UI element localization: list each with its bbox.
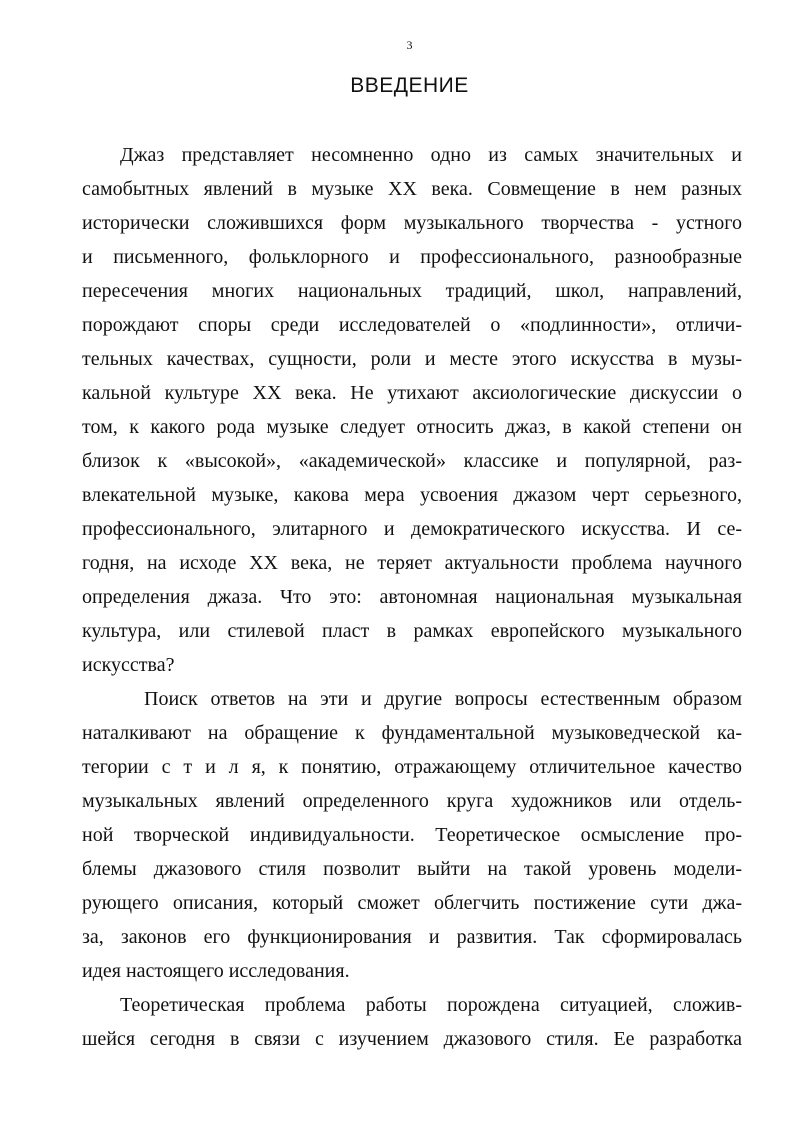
text-line: тегории с т и л я, к понятию, отражающему отличительное качество — [82, 756, 742, 778]
page-number: 3 — [406, 38, 413, 52]
text-line: музыкальных явлений определенного круга художников или отдель- — [82, 790, 742, 812]
text-line: самобытных явлений в музыке XX века. Совмещение в нем разных — [82, 178, 742, 200]
text-line: искусства? — [82, 654, 175, 676]
text-line: рующего описания, который сможет облегчить постижение сути джа- — [82, 892, 742, 914]
body-text — [82, 138, 742, 1056]
text-line: годня, на исходе XX века, не теряет актуальности проблема научного — [82, 552, 742, 574]
page-title: ВВЕДЕНИЕ — [350, 74, 469, 97]
text-line: культура, или стилевой пласт в рамках европейского музыкального — [82, 620, 742, 642]
text-line: определения джаза. Что это: автономная национальная музыкальная — [82, 586, 742, 608]
text-line: том, к какого рода музыке следует относить джаз, в какой степени он — [82, 416, 742, 438]
text-line: Джаз представляет несомненно одно из самых значительных и — [120, 144, 742, 166]
paragraph-2 — [82, 682, 742, 988]
text-line: Теоретическая проблема работы порождена ситуацией, сложив- — [120, 994, 742, 1016]
text-line: блемы джазового стиля позволит выйти на такой уровень модели- — [82, 858, 742, 880]
text-line: порождают споры среди исследователей о «подлинности», отличи- — [82, 314, 742, 336]
text-line: исторически сложившихся форм музыкального творчества - устного — [82, 212, 742, 234]
text-line: профессионального, элитарного и демократического искусства. И се- — [82, 518, 742, 540]
text-line: кальной культуре XX века. Не утихают аксиологические дискуссии о — [82, 382, 742, 404]
text-line: идея настоящего исследования. — [82, 960, 350, 982]
text-line: ной творческой индивидуальности. Теоретическое осмысление про- — [82, 824, 742, 846]
paragraph-1 — [82, 138, 742, 682]
text-line: тельных качествах, сущности, роли и месте этого искусства в музы- — [82, 348, 742, 370]
paragraph-3 — [82, 988, 742, 1056]
text-line: шейся сегодня в связи с изучением джазового стиля. Ее разработка — [82, 1028, 742, 1050]
text-line: Поиск ответов на эти и другие вопросы естественным образом — [144, 688, 742, 710]
text-line: за, законов его функционирования и развития. Так сформировалась — [82, 926, 742, 948]
text-line: пересечения многих национальных традиций, школ, направлений, — [82, 280, 742, 302]
text-line: влекательной музыке, какова мера усвоения джазом черт серьезного, — [82, 484, 742, 506]
text-line: близок к «высокой», «академической» классике и популярной, раз- — [82, 450, 742, 472]
text-line: и письменного, фольклорного и профессионального, разнообразные — [82, 246, 742, 268]
text-line: наталкивают на обращение к фундаментальной музыковедческой ка- — [82, 722, 742, 744]
